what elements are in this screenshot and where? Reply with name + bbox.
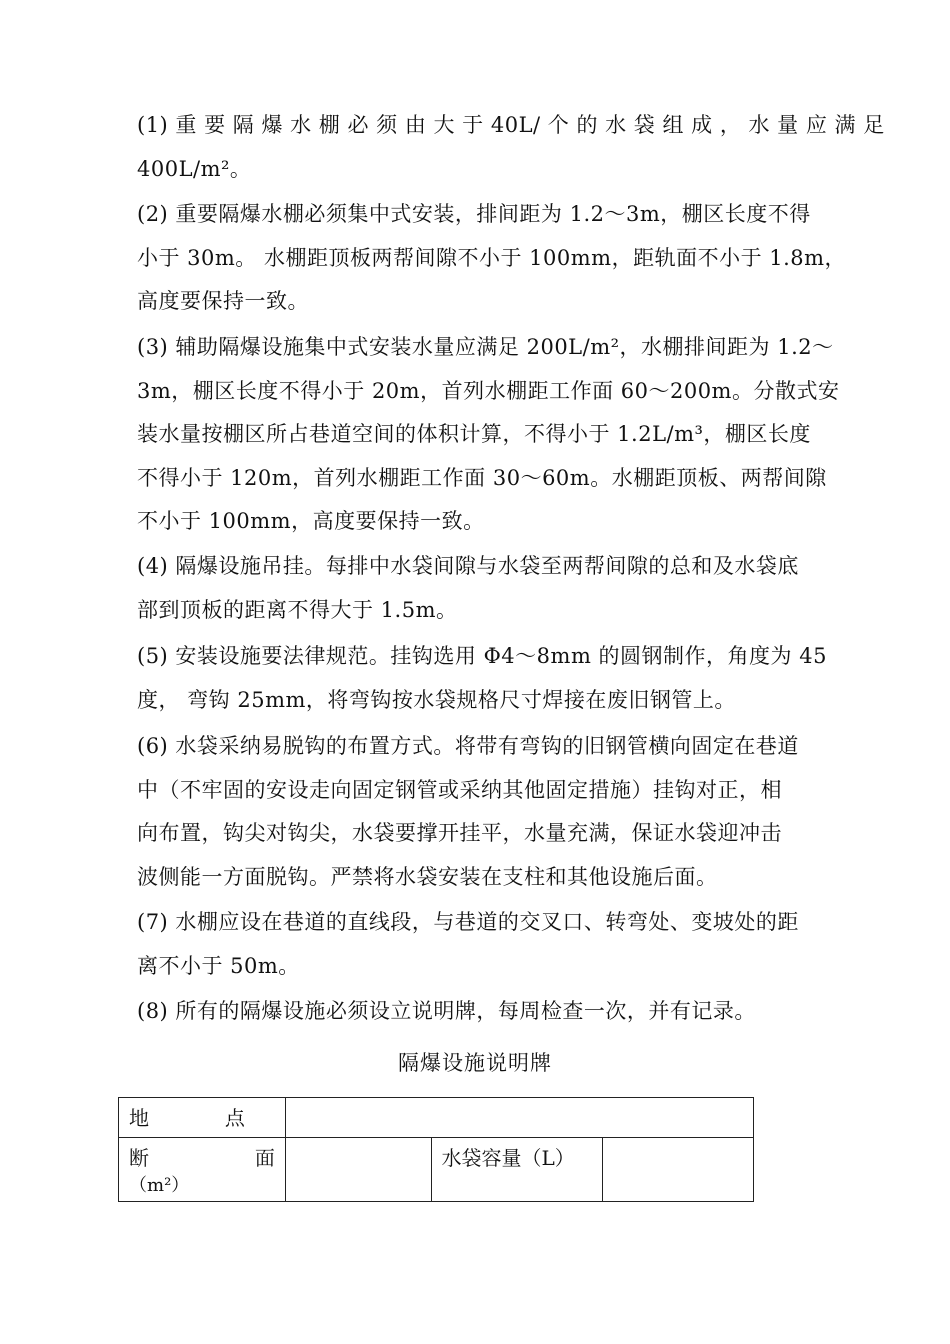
text-line: 小于 30m。 水棚距顶板两帮间隙不小于 100mm，距轨面不小于 1.8m， (137, 245, 847, 270)
text-line: (1) 重 要 隔 爆 水 棚 必 须 由 大 于 40L/ 个 的 水 袋 组 成 ， 水 量 应 满 足 (137, 113, 885, 137)
paragraph-6 (137, 725, 827, 899)
text-line: 离不小于 50m。 (137, 953, 300, 978)
section-label-cell (119, 1138, 286, 1202)
text-line: (3) 辅助隔爆设施集中式安装水量应满足 200L/m²，水棚排间距为 1.2～ (137, 335, 834, 359)
paragraph-1 (137, 104, 885, 191)
paragraph-7 (137, 901, 827, 988)
text-line: 中（不牢固的安设走向固定钢管或采纳其他固定措施）挂钩对正，相 (137, 777, 782, 802)
table-caption: 隔爆设施说明牌 (398, 1051, 552, 1075)
paragraph-3 (137, 326, 840, 544)
text-line: 部到顶板的距离不得大于 1.5m。 (137, 597, 458, 622)
paragraph-5 (137, 635, 827, 722)
text-line: (8) 所有的隔爆设施必须设立说明牌，每周检查一次，并有记录。 (137, 999, 756, 1023)
text-line: 度， 弯钩 25mm，将弯钩按水袋规格尺寸焊接在废旧钢管上。 (137, 687, 736, 712)
text-line: (4) 隔爆设施吊挂。每排中水袋间隙与水袋至两帮间隙的总和及水袋底 (137, 554, 799, 578)
text-line: (6) 水袋采纳易脱钩的布置方式。将带有弯钩的旧钢管横向固定在巷道 (137, 734, 799, 758)
section-label-char-b: 面 (254, 1146, 275, 1170)
text-line: 3m，棚区长度不得小于 20m，首列水棚距工作面 60～200m。分散式安 (137, 378, 840, 403)
section-unit: （m²） (129, 1175, 190, 1196)
paragraph-2 (137, 193, 847, 324)
table-row (119, 1098, 754, 1138)
text-line: 波侧能一方面脱钩。严禁将水袋安装在支柱和其他设施后面。 (137, 864, 718, 889)
text-line: 不得小于 120m，首列水棚距工作面 30～60m。水棚距顶板、两帮间隙 (137, 465, 827, 490)
paragraph-4 (137, 545, 827, 632)
location-label-char-b: 点 (224, 1106, 245, 1130)
location-label-cell (119, 1098, 286, 1138)
location-value-cell (285, 1098, 753, 1138)
text-line: 向布置，钩尖对钩尖，水袋要撑开挂平，水量充满，保证水袋迎冲击 (137, 821, 782, 845)
section-label-char-a: 断 (129, 1146, 149, 1170)
section-value-cell (285, 1138, 431, 1202)
text-line: (5) 安装设施要法律规范。挂钩选用 Φ4～8mm 的圆钢制作，角度为 45 (137, 644, 827, 668)
location-label-char-a: 地 (129, 1106, 149, 1130)
text-line: (2) 重要隔爆水棚必须集中式安装，排间距为 1.2～3m，棚区长度不得 (137, 202, 811, 226)
text-line: 高度要保持一致。 (137, 289, 309, 313)
text-line: 不小于 100mm，高度要保持一致。 (137, 509, 485, 533)
capacity-value-cell (603, 1138, 754, 1202)
text-line: 装水量按棚区所占巷道空间的体积计算，不得小于 1.2L/m³，棚区长度 (137, 422, 811, 446)
paragraph-8 (137, 990, 827, 1034)
text-line: 400L/m²。 (137, 156, 252, 181)
capacity-label-cell: 水袋容量（L） (431, 1138, 603, 1202)
table-row (119, 1138, 754, 1202)
explosion-barrier-info-table (118, 1097, 754, 1202)
text-line: (7) 水棚应设在巷道的直线段，与巷道的交叉口、转弯处、变坡处的距 (137, 910, 799, 934)
